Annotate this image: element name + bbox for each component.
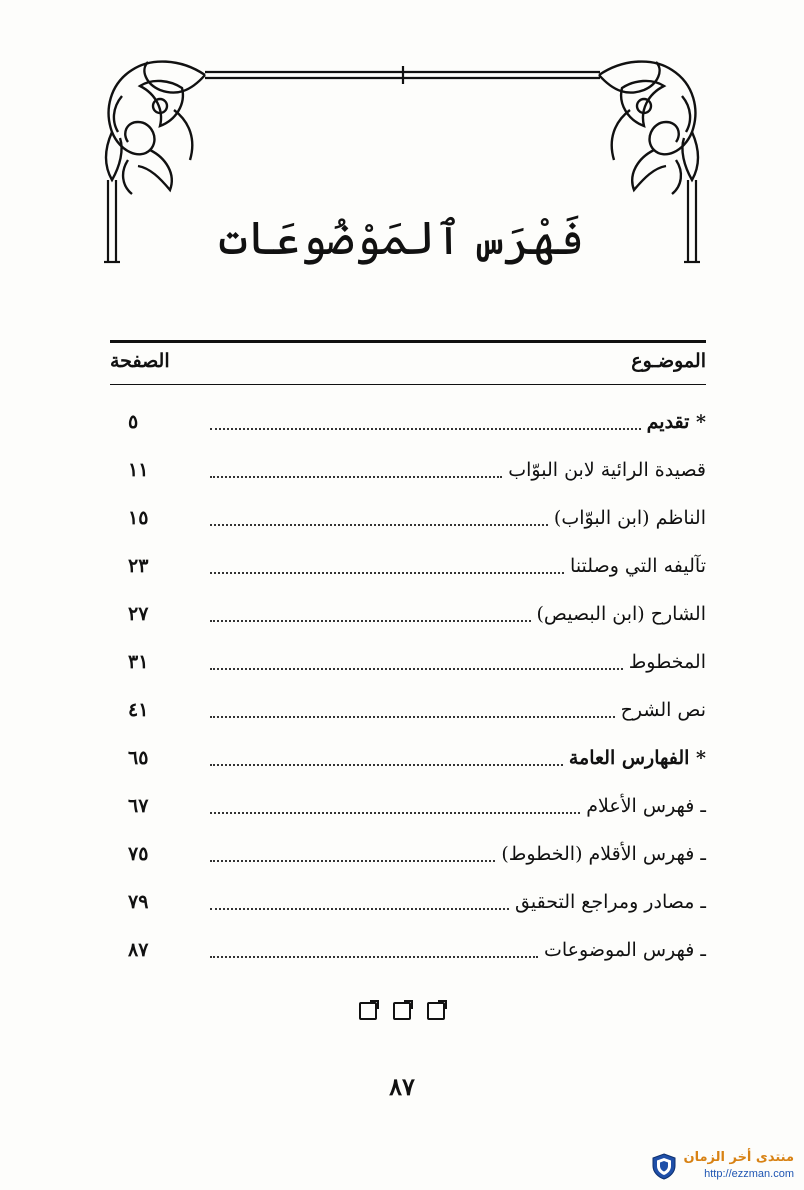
toc-row bbox=[110, 638, 706, 686]
leader-dots bbox=[210, 457, 502, 478]
shield-logo-icon bbox=[650, 1152, 678, 1180]
leader-dots bbox=[210, 601, 531, 622]
leader-dots bbox=[210, 505, 548, 526]
toc-row bbox=[110, 398, 706, 446]
leader-dots bbox=[210, 697, 615, 718]
toc-row bbox=[110, 590, 706, 638]
table-top-rule bbox=[110, 340, 706, 343]
leader-dots bbox=[210, 409, 641, 430]
toc-entry-label: المخطوط bbox=[628, 651, 706, 673]
toc-entry-label: قصيدة الرائية لابن البوّاب bbox=[508, 459, 706, 481]
column-header-topic: الموضـوع bbox=[631, 350, 706, 372]
toc-row bbox=[110, 830, 706, 878]
toc-entry-label: ـ فهرس الأعلام bbox=[586, 795, 706, 817]
toc-row bbox=[110, 494, 706, 542]
toc-entry-label: ـ فهرس الأقلام (الخطوط) bbox=[501, 843, 706, 865]
square-ornament-icon bbox=[427, 1002, 445, 1020]
toc-entry-page: ٨٧ bbox=[128, 939, 149, 961]
leader-dots bbox=[210, 889, 509, 910]
toc-row bbox=[110, 542, 706, 590]
leader-dots bbox=[210, 649, 623, 670]
watermark bbox=[650, 1150, 795, 1182]
watermark-url[interactable]: http://ezzman.com bbox=[704, 1168, 794, 1180]
toc-entry-label: * تقديم bbox=[646, 411, 706, 433]
toc-entry-page: ١٥ bbox=[128, 507, 149, 529]
toc-list bbox=[110, 398, 706, 974]
right-corner-ornament bbox=[599, 62, 698, 194]
toc-entry-page: ٦٧ bbox=[128, 795, 149, 817]
square-ornament-icon bbox=[393, 1002, 411, 1020]
toc-entry-page: ٤١ bbox=[128, 699, 149, 721]
square-ornament-icon bbox=[359, 1002, 377, 1020]
toc-row bbox=[110, 734, 706, 782]
toc-entry-page: ٥ bbox=[128, 411, 139, 433]
leader-dots bbox=[210, 793, 580, 814]
toc-row bbox=[110, 926, 706, 974]
toc-row bbox=[110, 782, 706, 830]
watermark-name: منتدى أخر الزمان bbox=[683, 1150, 794, 1165]
toc-entry-page: ٧٩ bbox=[128, 891, 149, 913]
leader-dots bbox=[210, 841, 495, 862]
page-title: فَهْرَس ٱلمَوْضُوعَات bbox=[219, 210, 585, 265]
toc-entry-label: ـ فهرس الموضوعات bbox=[544, 939, 706, 961]
table-header-rule bbox=[110, 384, 706, 385]
toc-entry-page: ١١ bbox=[128, 459, 149, 481]
toc-entry-page: ٦٥ bbox=[128, 747, 149, 769]
leader-dots bbox=[210, 745, 563, 766]
toc-entry-label: الشارح (ابن البصيص) bbox=[536, 603, 706, 625]
toc-entry-label: الناظم (ابن البوّاب) bbox=[553, 507, 706, 529]
toc-row bbox=[110, 686, 706, 734]
toc-entry-label: تآليفه التي وصلتنا bbox=[570, 555, 706, 577]
toc-row bbox=[110, 446, 706, 494]
toc-entry-page: ٢٧ bbox=[128, 603, 149, 625]
section-end-ornament bbox=[0, 1002, 804, 1020]
leader-dots bbox=[210, 937, 538, 958]
toc-entry-page: ٧٥ bbox=[128, 843, 149, 865]
toc-row bbox=[110, 878, 706, 926]
toc-entry-page: ٢٣ bbox=[128, 555, 149, 577]
column-header-page: الصفحة bbox=[110, 350, 170, 372]
toc-entry-label: * الفهارس العامة bbox=[568, 747, 706, 769]
ornamental-frame bbox=[0, 0, 804, 320]
page-number: ٨٧ bbox=[389, 1072, 415, 1101]
leader-dots bbox=[210, 553, 564, 574]
toc-entry-page: ٣١ bbox=[128, 651, 149, 673]
toc-entry-label: نص الشرح bbox=[620, 699, 706, 721]
left-corner-ornament bbox=[106, 62, 205, 194]
toc-entry-label: ـ مصادر ومراجع التحقيق bbox=[515, 891, 706, 913]
